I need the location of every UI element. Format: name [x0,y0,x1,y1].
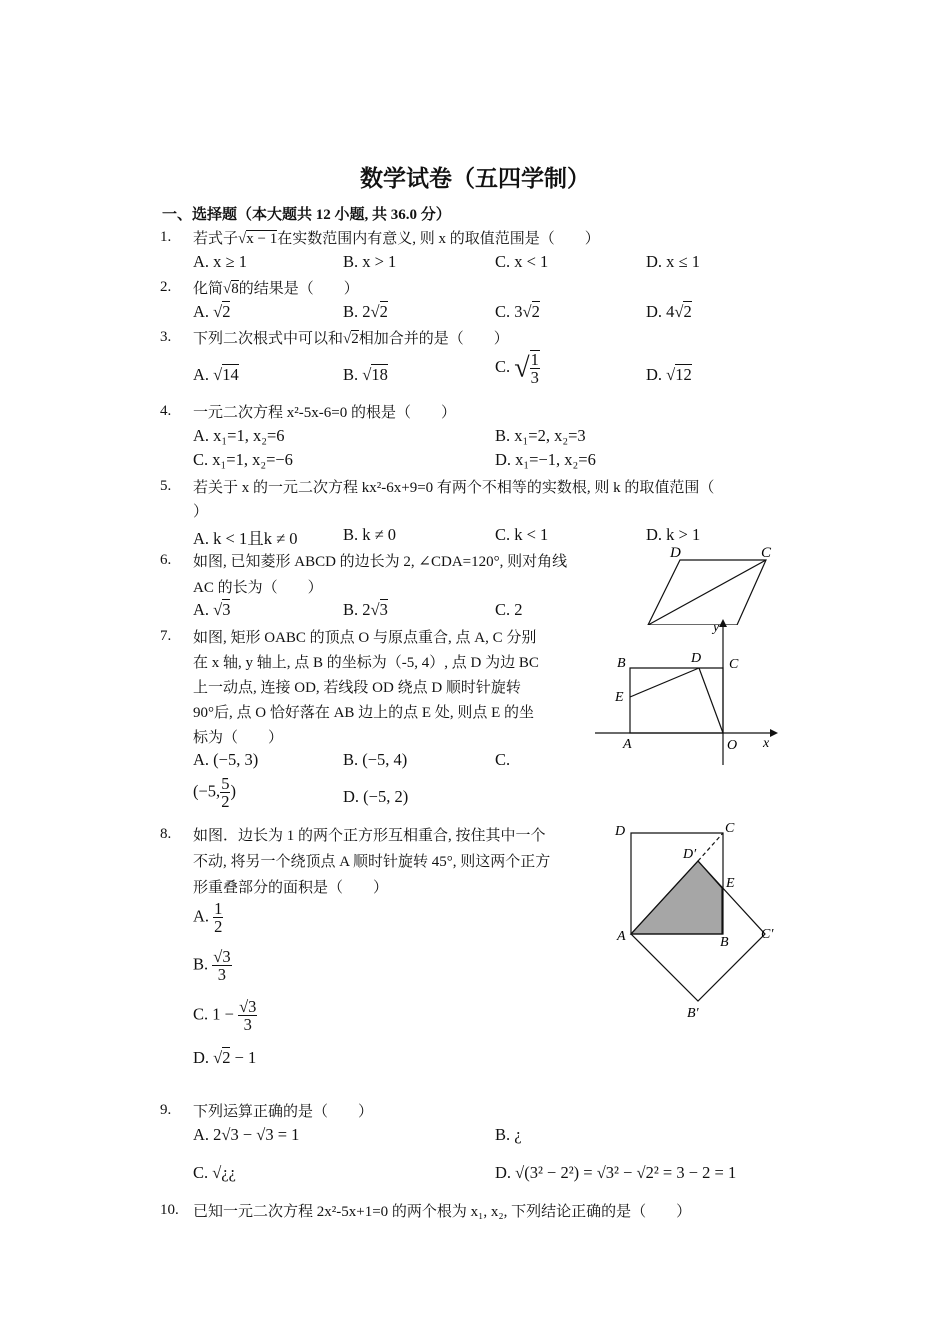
label-b-prime: B′ [687,1006,699,1021]
q5-option-c[interactable]: C. k < 1 [495,525,549,544]
q8-option-d[interactable]: D. √2 − 1 [193,1048,257,1067]
q8-b-num: √3 [213,947,231,966]
q4-option-d[interactable]: D. x₁=−1, x₂=6 [495,450,596,469]
q1-option-a[interactable]: A. x ≥ 1 [193,252,247,271]
label-d: D [670,545,681,561]
q8-line1: 如图．边长为 1 的两个正方形互相重合, 按住其中一个 [193,828,546,844]
sqrt-symbol: √ [223,281,232,297]
label-d-prime: D′ [683,847,697,862]
q7-line4: 90°后, 点 O 恰好落在 AB 边上的点 E 处, 则点 E 的坐 [193,705,534,721]
q2-option-b[interactable]: B. 2√2 [343,302,388,321]
q3-option-a[interactable]: A. √14 [193,365,239,384]
q7-c-post: ) [230,781,236,801]
q6-text: 如图, 已知菱形 ABCD 的边长为 2, ∠CDA=120°, 则对角线 [193,554,568,570]
q8-a-num: 1 [214,899,223,918]
q2-option-c[interactable]: C. 3√2 [495,302,540,321]
q7-line2: 在 x 轴, y 轴上, 点 B 的坐标为（-5, 4）, 点 D 为边 BC [193,655,539,671]
q7-line1: 如图, 矩形 OABC 的顶点 O 与原点重合, 点 A, C 分别 [193,630,537,646]
q7-option-a[interactable]: A. (−5, 3) [193,750,259,769]
q3-a-label: A. [193,365,214,384]
label-a: A [617,929,626,944]
label-a: A [623,737,632,752]
q3-post: 相加合并的是（ ） [358,331,509,347]
q3-pre: 下列二次根式中可以和 [193,331,344,347]
page-title: 数学试卷（五四学制） [360,166,590,191]
q9-text: 下列运算正确的是（ ） [193,1104,374,1120]
q8-option-a[interactable] [193,900,223,936]
q8-line2: 不动, 将另一个绕顶点 A 顺时针旋转 45°, 则这两个正方 [193,854,551,870]
q6-text-cont: AC 的长为（ ） [193,580,323,596]
q8-c-label: C. 1 − [193,1004,239,1024]
q3-option-d[interactable]: D. √12 [646,365,692,384]
q5-option-b[interactable]: B. k ≠ 0 [343,525,397,544]
q3-b-rad: 18 [371,365,388,384]
x-axis-arrow [770,729,778,737]
q3-c-den: 3 [530,368,539,388]
q1-radicand: x − 1 [246,231,278,247]
q2-a-rad: 2 [222,302,231,321]
q2-pre: 化简 [193,281,224,297]
q7-line5: 标为（ ） [193,730,284,746]
label-d: D [615,824,626,839]
q4-option-b[interactable]: B. x₁=2, x₂=3 [495,426,586,445]
q1-post: 在实数范围内有意义, 则 x 的取值范围是（ ） [277,231,600,247]
q1-option-d[interactable]: D. x ≤ 1 [646,252,700,271]
q8-b-den: 3 [217,965,227,985]
q7-option-c[interactable]: C. [495,750,511,769]
q4-number: 4. [160,403,172,419]
q4-option-a[interactable]: A. x₁=1, x₂=6 [193,426,285,445]
q3-a-rad: 14 [222,365,239,384]
q3-radicand: 2 [351,331,359,347]
q2-post: 的结果是（ ） [238,281,359,297]
label-d: D [691,651,702,666]
q2-d-label: D. 4 [646,302,675,321]
q2-option-a[interactable]: A. √2 [193,302,231,321]
q7-option-c-value [193,775,236,811]
q2-text [193,277,359,298]
segment-ed [630,668,699,697]
q3-c-num: 1 [530,350,539,369]
q3-number: 3. [160,329,172,345]
label-c: C [729,657,739,672]
q8-d-post: − 1 [230,1048,257,1067]
q1-option-c[interactable]: C. x < 1 [495,252,549,271]
q7-c-pre: (−5, [193,781,221,801]
label-o: O [727,738,738,753]
q8-a-den: 2 [214,917,223,937]
q5-option-d[interactable]: D. k > 1 [646,525,701,544]
q3-c-label: C. [495,357,515,377]
label-e: E [726,876,735,891]
q5-number: 5. [160,478,172,494]
q9-option-a[interactable]: A. 2√3 − √3 = 1 [193,1125,300,1144]
q2-option-d[interactable]: D. 4√2 [646,302,692,321]
q7-option-b[interactable]: B. (−5, 4) [343,750,408,769]
q6-option-a[interactable]: A. √3 [193,600,231,619]
q3-option-b[interactable]: B. √18 [343,365,388,384]
q6-a-rad: 3 [222,600,231,619]
q2-b-label: B. 2 [343,302,371,321]
q2-c-label: C. 3 [495,302,523,321]
label-b: B [720,935,729,950]
q8-option-b[interactable] [193,948,232,984]
q10-text: 已知一元二次方程 2x²-5x+1=0 的两个根为 x₁, x₂, 下列结论正确的是（ ） [193,1204,692,1220]
q8-c-num: √3 [239,997,257,1016]
q2-b-rad: 2 [379,302,388,321]
q3-d-label: D. [646,365,667,384]
q3-c-fraction [530,350,540,387]
q8-b-fraction [212,948,231,984]
q3-text: 下列二次根式中可以和√2相加合并的是（ ） [193,331,509,347]
label-c-prime: C′ [761,927,774,942]
q8-option-c[interactable] [193,998,257,1034]
q10-number: 10. [160,1202,179,1218]
segment-do [699,668,723,733]
q7-c-den: 2 [221,792,230,812]
q5-text-cont: ） [193,504,209,520]
q3-b-label: B. [343,365,363,384]
q2-a-label: A. [193,302,214,321]
q8-d-rad: 2 [222,1048,231,1067]
q6-a-label: A. [193,600,214,619]
q8-a-fraction [213,900,223,936]
q8-a-label: A. [193,906,214,926]
q3-option-c[interactable] [495,350,540,387]
q3-d-rad: 12 [675,365,692,384]
sqrt-symbol: √ [238,231,247,247]
label-c: C [761,545,772,561]
q6-option-c[interactable]: C. 2 [495,600,523,619]
rectangle-coordinate-figure [595,615,780,770]
q5-option-a[interactable]: A. k < 1且k ≠ 0 [193,529,298,548]
q2-c-rad: 2 [531,302,540,321]
sqrt-symbol: √ [514,352,530,384]
q9-option-d[interactable]: D. √(3² − 2²) = √3² − √2² = 3 − 2 = 1 [495,1163,737,1182]
label-c: C [725,821,735,836]
q8-line3: 形重叠部分的面积是（ ） [193,880,389,896]
q7-number: 7. [160,628,172,644]
q7-c-fraction [220,775,230,811]
q4-text: 一元二次方程 x²-5x-6=0 的根是（ ） [193,405,456,421]
label-e: E [615,690,624,705]
q8-b-label: B. [193,954,213,974]
q1-pre: 若式子 [193,231,239,247]
rhombus-figure [630,540,780,625]
q7-c-num: 5 [221,774,230,793]
section-heading: 一、选择题（本大题共 12 小题, 共 36.0 分） [162,207,451,223]
q1-option-b[interactable]: B. x > 1 [343,252,397,271]
q6-b-label: B. 2 [343,600,371,619]
dashed-ac-extension [698,833,723,861]
q5-text: 若关于 x 的一元二次方程 kx²-6x+9=0 有两个不相等的实数根, 则 k 的取值范围（ [193,480,715,496]
q6-b-rad: 3 [379,600,388,619]
q6-number: 6. [160,552,172,568]
q8-c-den: 3 [243,1015,252,1035]
q8-number: 8. [160,826,172,842]
label-y: y [713,620,720,635]
q7-option-d[interactable]: D. (−5, 2) [343,787,409,806]
y-axis-arrow [719,619,727,627]
q7-line3: 上一动点, 连接 OD, 若线段 OD 绕点 D 顺时针旋转 [193,680,521,696]
q8-c-fraction [238,998,257,1034]
q9-option-b[interactable]: B. ¿ [495,1125,522,1144]
q1-number: 1. [160,229,172,245]
q1-text [193,227,600,248]
rotated-squares-figure [605,815,785,1025]
q9-option-c[interactable]: C. √¿¿ [193,1163,236,1182]
label-b: B [617,656,626,671]
q8-d-label: D. [193,1048,214,1067]
label-x: x [763,736,770,751]
q9-number: 9. [160,1102,172,1118]
q2-number: 2. [160,279,172,295]
q4-option-c[interactable]: C. x₁=1, x₂=−6 [193,450,293,469]
q6-option-b[interactable]: B. 2√3 [343,600,388,619]
q2-radicand: 8 [231,281,239,297]
q2-d-rad: 2 [683,302,692,321]
